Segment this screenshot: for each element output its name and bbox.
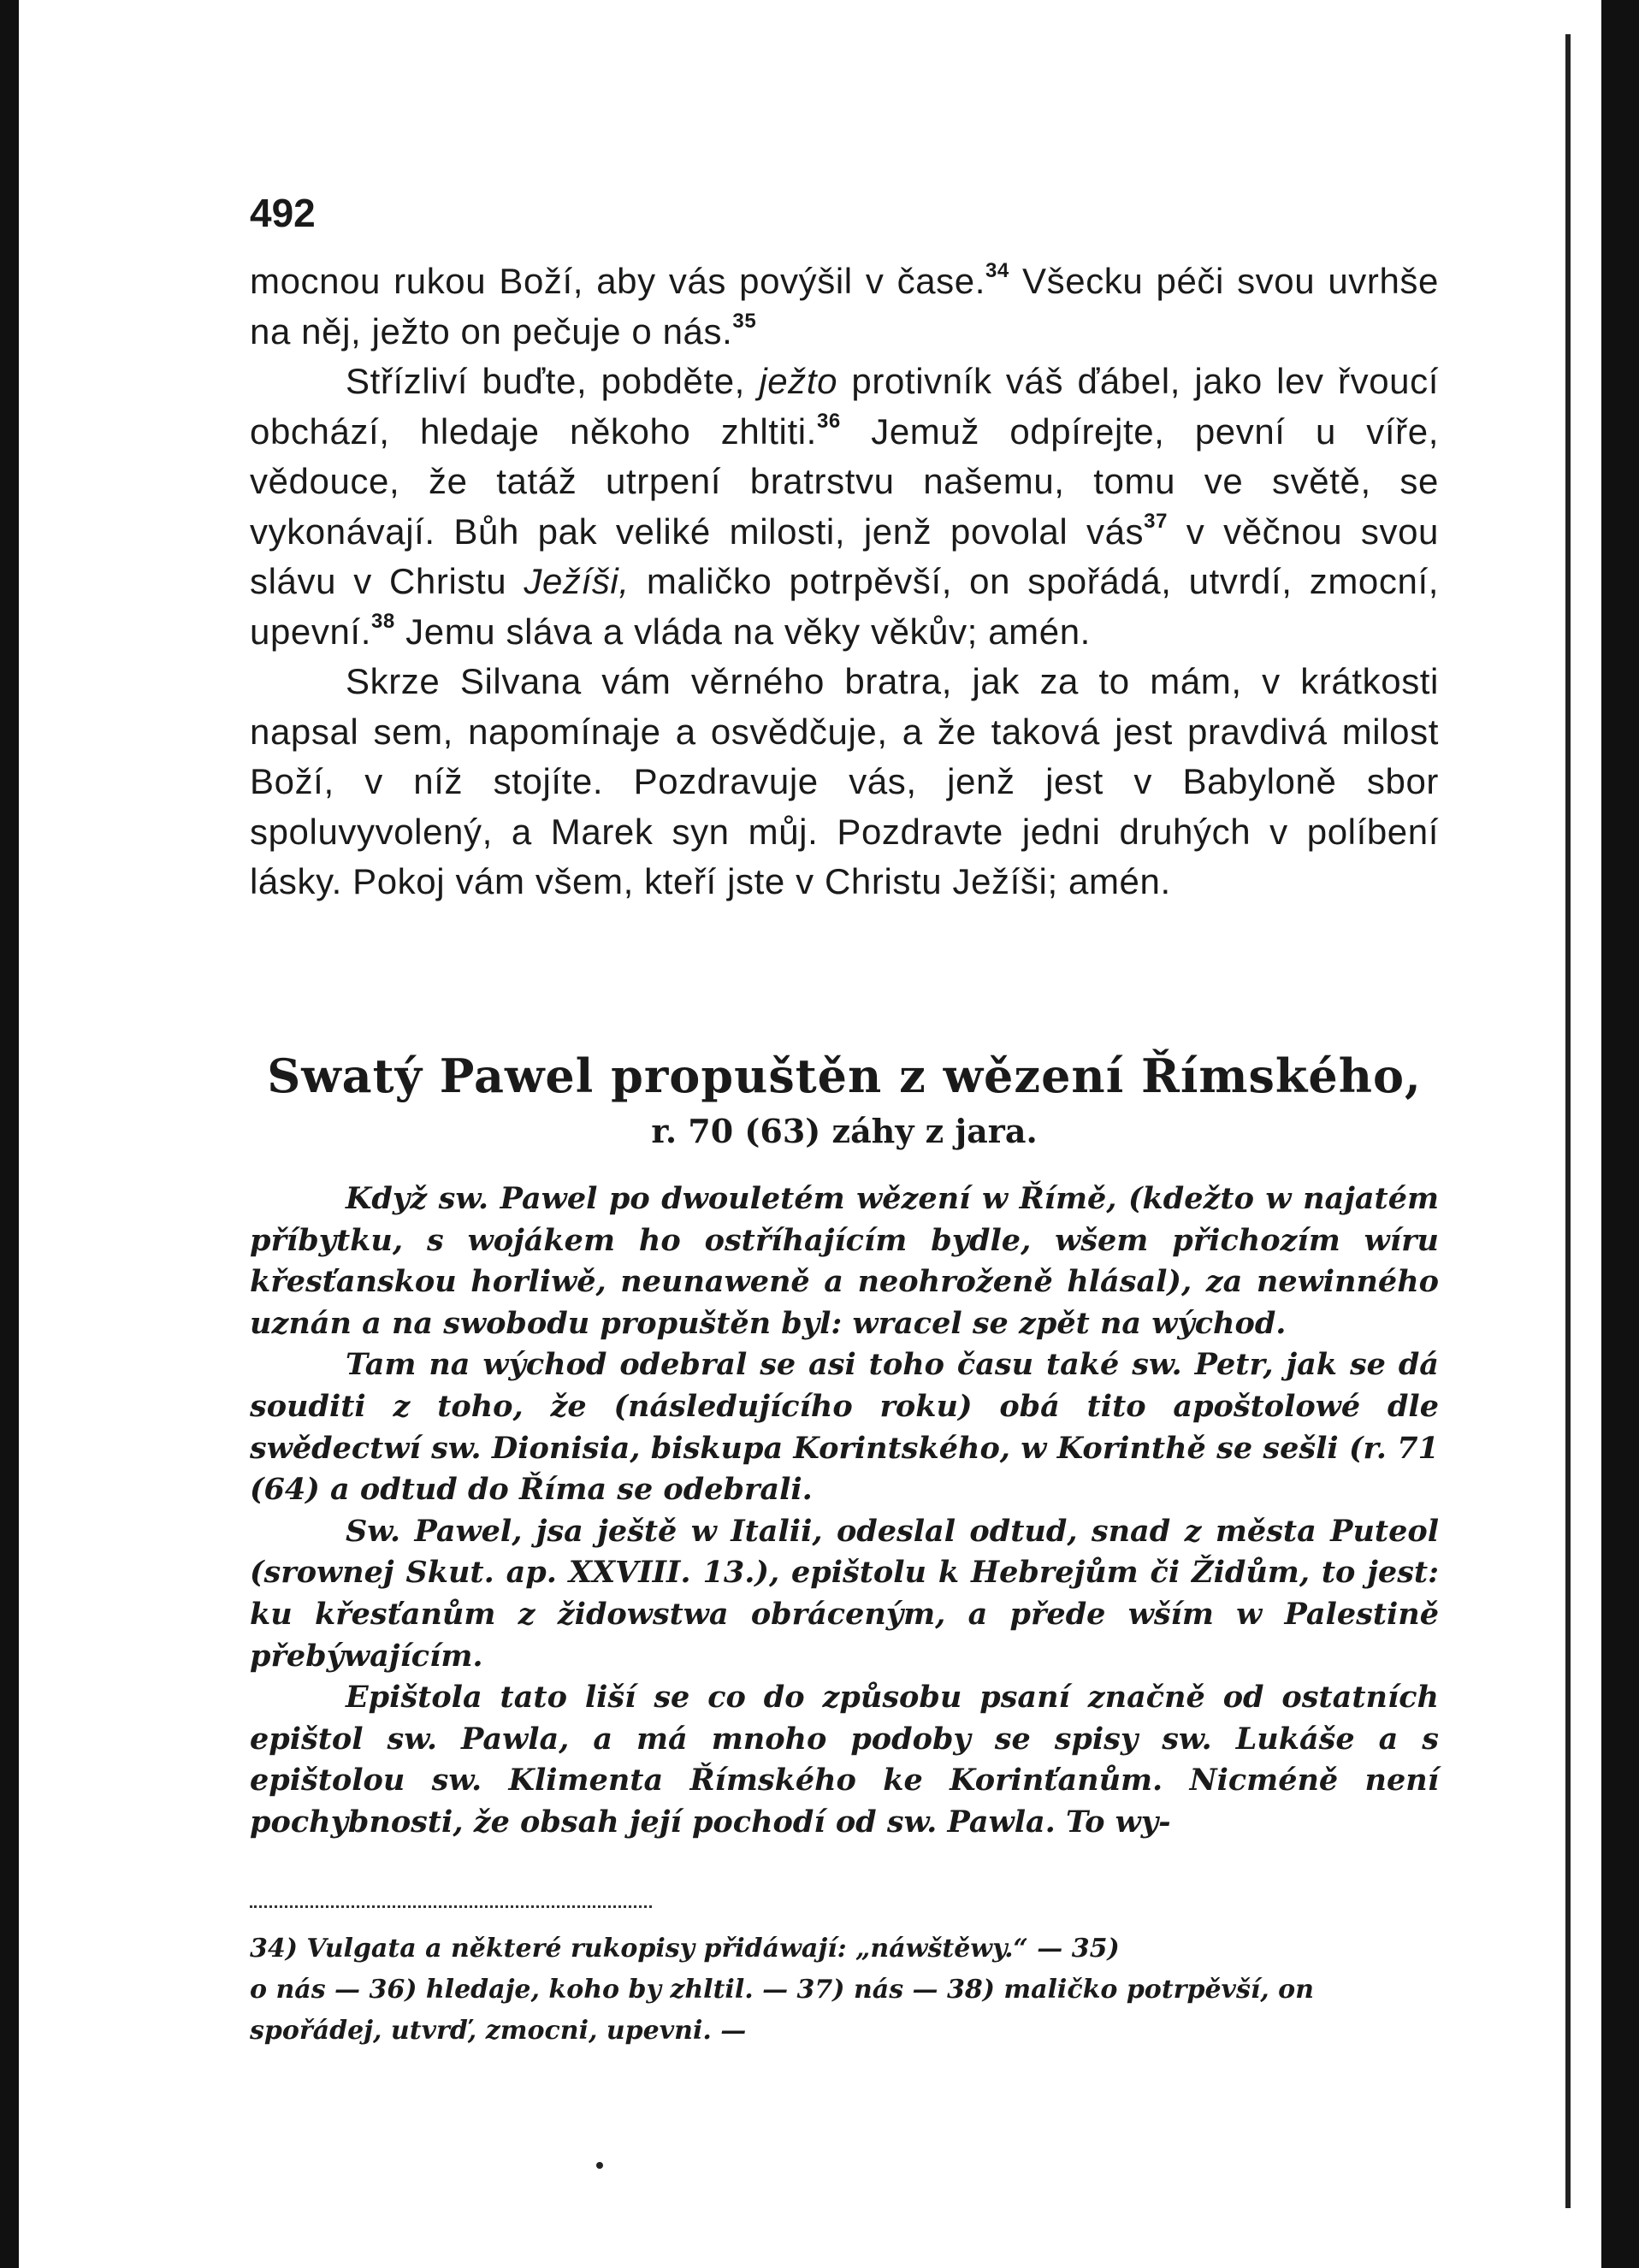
footnote-line-1: 34) Vulgata a některé rukopisy přidáwají: „náwštěwy.“ — 35) [250,1934,1120,1964]
scan-border-left [0,0,19,2268]
section-subtitle: r. 70 (63) záhy z jara. [651,1112,1038,1150]
page-number: 492 [250,191,316,235]
intro-paragraph-1: Když sw. Pawel po dwouletém wězení w Římě, (kdežto w najatém příbytku, s wojákem ho ostříhajícím bydle, wšem přichozím wíru křesťanskou horliwě, neunaweně a neohroženě hlásal), za newinného uznán a na swobodu propuštěn byl: wracel se zpět na wýchod. [250,1181,1439,1341]
scan-border-line [1565,34,1571,2208]
footnote-line-3: spořádej, utvrď, zmocni, upevni. — [250,2016,747,2046]
intro-paragraph-2: Tam na wýchod odebral se asi toho času také sw. Petr, jak se dá souditi z toho, že (následujícího roku) obá tito apoštolowé dle swědectwí sw. Dionisia, biskupa Korintského, w Korinthě se sešli (r. 71 (64) a odtud do Říma se odebrali. [250,1347,1439,1508]
intro-text [250,1178,1439,1844]
main-paragraph-2: Střízliví buďte, pobděte, ježto protivník váš ďábel, jako lev řvoucí obchází, hledaje někoho zhltiti.$^{36}$ Jemuž odpírejte, pevní u víře, vědouce, že tatáž utrpení bratrstvu našemu, tomu ve světě, se vykonávají. Bůh pak veliké milosti, jenž povolal vás$^{37}$ v věčnou svou slávu v Christu Ježíši, maličko potrpěvší, on spořádá, utvrdí, zmocní, upevní.$^{38}$ Jemu sláva a vláda na věky věkův; amén. [250,361,1439,652]
main-text [250,257,1439,907]
scan-border-right [1601,0,1639,2268]
footnote-ref-38: 38 [370,609,395,633]
footnote-ref-36: 36 [816,409,841,433]
footnote-ref-35: 35 [732,309,757,333]
footnote-ref-34: 34 [985,258,1009,282]
intro-paragraph-3: Sw. Pawel, jsa ještě w Italii, odeslal odtud, snad z města Puteol (srownej Skut. ap. XXVIII. 13.), epištolu k Hebrejům či Židům, to jest: ku křesťanům z židowstwa obráceným, a přede wším w Palestině přebýwajícím. [250,1513,1439,1674]
main-paragraph-3: Skrze Silvana vám věrného bratra, jak za to mám, v krátkosti napsal sem, napomínaje a osvědčuje, a že taková jest pravdivá milost Boží, v níž stojíte. Pozdravuje vás, jenž jest v Babyloně sbor spoluvyvolený, a Marek syn můj. Pozdravte jedni druhých v políbení lásky. Pokoj vám všem, kteří jste v Christu Ježíši; amén. [250,661,1439,901]
intro-paragraph-4: Epištola tato liší se co do způsobu psaní značně od ostatních epištol sw. Pawla, a má mnoho podoby se spisy sw. Lukáše a s epištolou sw. Klimenta Římského ke Korinťanům. Nicméně není pochybnosti, že obsah její pochodí od sw. Pawla. To wy- [250,1680,1439,1840]
section-title: Swatý Pawel propuštěn z wězení Římského, [267,1048,1422,1103]
footnote-ref-37: 37 [1144,509,1169,533]
footnotes [250,1928,1439,2052]
footnote-divider [250,1905,652,1908]
main-paragraph-1: mocnou rukou Boží, aby vás povýšil v čase.$^{34}$ Všecku péči svou uvrhše na něj, ježto on pečuje o nás.$^{35}$ [250,258,1439,351]
scan-speck [596,2162,603,2169]
footnote-line-2: o nás — 36) hledaje, koho by zhltil. — 37) nás — 38) maličko potrpěvší, on [250,1975,1314,2005]
